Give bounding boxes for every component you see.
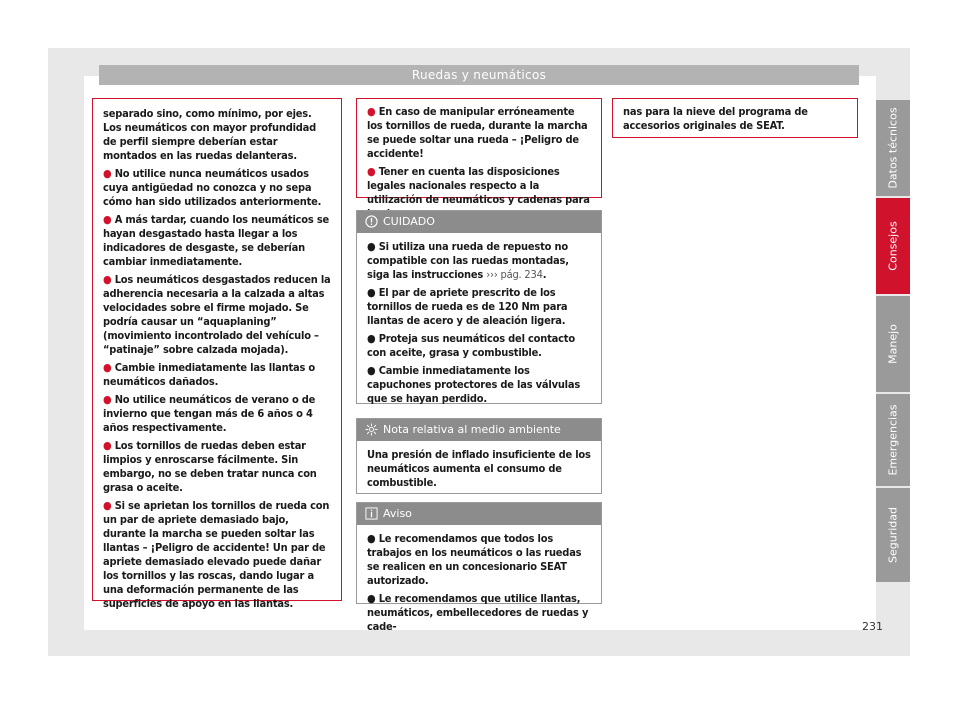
paragraph: separado sino, como mínimo, por ejes. Los neumáticos con mayor profundidad de perfil siempre deberían estar montados en las ruedas delanteras. [103,107,317,162]
list-item: ● Si utiliza una rueda de repuesto no compatible con las ruedas montadas, siga las instrucciones ››› pág. 234. [367,240,569,281]
bullet-icon: ● [103,273,115,286]
bullet-icon: ● [103,361,115,374]
list-item: ● Proteja sus neumáticos del contacto con aceite, grasa y combustible. [367,332,575,359]
notice-title: Aviso [357,503,601,525]
list-item: ● Cambie inmediatamente los capuchones protectores de las válvulas que se hayan perdido. [367,364,581,405]
list-item: ● Le recomendamos que utilice llantas, neumáticos, embellecedores de ruedas y cade- [367,592,589,633]
bullet-icon: ● [103,393,115,406]
tab-seguridad[interactable]: Seguridad [876,488,910,582]
list-item: ● Le recomendamos que todos los trabajos en los neumáticos o las ruedas se realicen en un concesionario SEAT autorizado. [367,532,582,587]
notice-continued-box [612,98,858,138]
environment-note-box [356,418,602,494]
tab-consejos[interactable]: Consejos [876,198,910,294]
tab-manejo[interactable]: Manejo [876,296,910,392]
tab-datos-tecnicos[interactable]: Datos técnicos [876,100,910,196]
list-item: ● Los neumáticos desgastados reducen la adherencia necesaria a la calzada a altas velocidades sobre el firme mojado. Se podría causar un “aquaplaning” (movimiento incontrolado del vehículo – “patinaje” sobre calzada mojada). [103,273,331,356]
info-icon [365,507,378,520]
tab-emergencias[interactable]: Emergencias [876,394,910,486]
environment-note-title: Nota relativa al medio ambiente [357,419,601,441]
bullet-icon: ● [103,439,115,452]
bullet-icon: ● [367,165,379,178]
paragraph: Una presión de inflado insuficiente de los neumáticos aumenta el consumo de combustible. [367,448,591,489]
caution-title: CUIDADO [357,211,601,233]
list-item: ● No utilice neumáticos de verano o de invierno que tengan más de 6 años o 4 años respectivamente. [103,393,316,434]
warning-continued-box-2 [356,98,602,206]
list-item: ● A más tardar, cuando los neumáticos se hayan desgastado hasta llegar a los indicadores de desgaste, se deberían cambiar inmediatamente. [103,213,330,268]
list-item: ● En caso de manipular erróneamente los tornillos de rueda, durante la marcha se puede soltar una rueda – ¡Peligro de accidente! [367,105,588,160]
page-reference-link[interactable]: ››› pág. 234 [486,268,543,281]
caution-box [356,210,602,404]
bullet-icon: ● [103,167,115,180]
list-item: ● Cambie inmediatamente las llantas o neumáticos dañados. [103,361,315,388]
warning-continued-box [92,98,342,610]
bullet-icon: ● [367,105,379,118]
list-item: ● Si se aprietan los tornillos de rueda con un par de apriete demasiado bajo, durante la marcha se pueden soltar las llantas – ¡Peligro de accidente! Un par de apriete demasiado elevado puede dañar los tornillos y las roscas, dando lugar a una deformación permanente de las superficies de apoyo en las llantas. [103,499,330,610]
section-header: Ruedas y neumáticos [99,65,859,85]
paragraph: nas para la nieve del programa de accesorios originales de SEAT. [623,105,808,132]
list-item: ● Los tornillos de ruedas deben estar limpios y enroscarse fácilmente. Sin embargo, no se deben tratar nunca con grasa o aceite. [103,439,317,494]
notice-box [356,502,602,633]
list-item: ● Tener en cuenta las disposiciones legales nacionales respecto a la utilización de neumáticos y cadenas para [367,165,590,206]
bullet-icon: ● [103,499,115,512]
environment-icon [365,423,378,436]
bullet-icon: ● [103,213,115,226]
page-number: 231 [862,620,883,633]
list-item: ● El par de apriete prescrito de los tornillos de rueda es de 120 Nm para llantas de acero y de aleación ligera. [367,286,568,327]
list-item: ● No utilice nunca neumáticos usados cuya antigüedad no conozca y no sepa cómo han sido utilizados anteriormente. [103,167,322,208]
caution-icon [365,215,378,228]
